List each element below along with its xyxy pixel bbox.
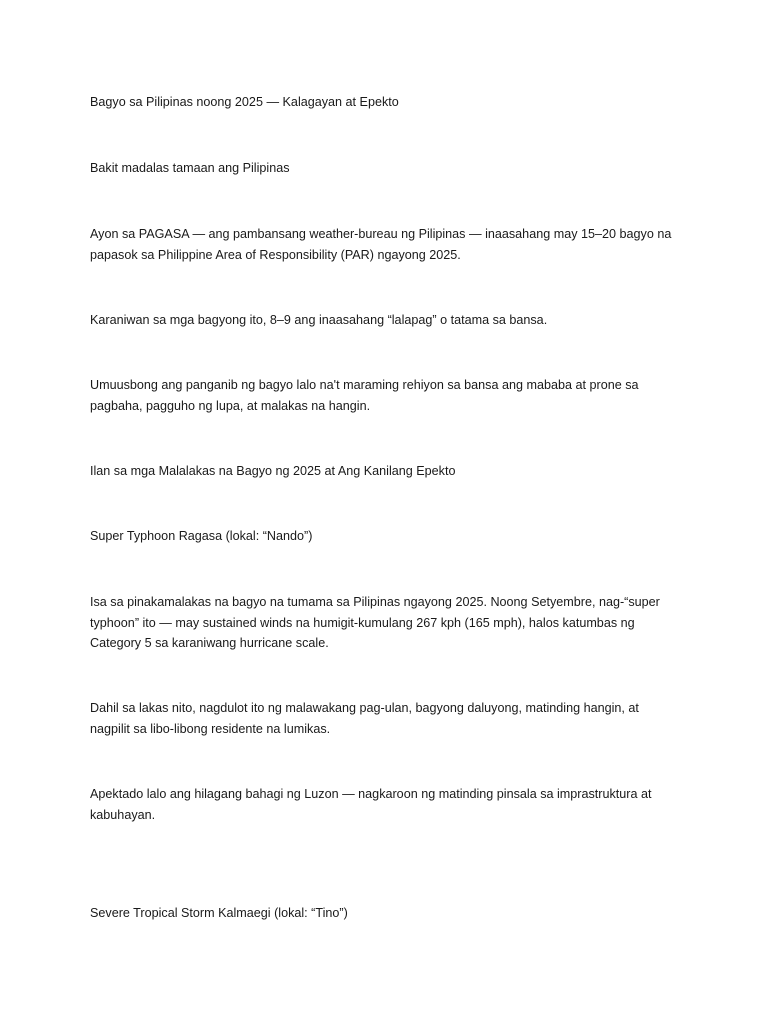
section-heading: Bakit madalas tamaan ang Pilipinas [90,161,290,175]
paragraph: Umuusbong ang panganib ng bagyo lalo na't maraming rehiyon sa bansa ang mababa at prone sa pagbaha, pagguho ng lupa, at malakas na hangin. [90,378,639,413]
document-title: Bagyo sa Pilipinas noong 2025 — Kalagayan at Epekto [90,95,399,109]
paragraph: Isa sa pinakamalakas na bagyo na tumama sa Pilipinas ngayong 2025. Noong Setyembre, nag-“super typhoon” ito — may sustained winds na humigit-kumulang 267 kph (165 mph), halos katumbas ng Category 5 sa karaniwang hurricane scale. [90,595,660,650]
subsection-heading: Super Typhoon Ragasa (lokal: “Nando”) [90,529,313,543]
paragraph: Ayon sa PAGASA — ang pambansang weather-bureau ng Pilipinas — inaasahang may 15–20 bagyo na papasok sa Philippine Area of Responsibility (PAR) ngayong 2025. [90,227,672,262]
section-heading: Ilan sa mga Malalakas na Bagyo ng 2025 at Ang Kanilang Epekto [90,464,456,478]
paragraph: Dahil sa lakas nito, nagdulot ito ng malawakang pag-ulan, bagyong daluyong, matinding hangin, at nagpilit sa libo-libong residente na lumikas. [90,701,639,736]
subsection-heading: Severe Tropical Storm Kalmaegi (lokal: “Tino”) [90,906,348,920]
paragraph: Karaniwan sa mga bagyong ito, 8–9 ang inaasahang “lalapag” o tatama sa bansa. [90,313,548,327]
paragraph: Apektado lalo ang hilagang bahagi ng Luzon — nagkaroon ng matinding pinsala sa imprastruktura at kabuhayan. [90,787,652,822]
